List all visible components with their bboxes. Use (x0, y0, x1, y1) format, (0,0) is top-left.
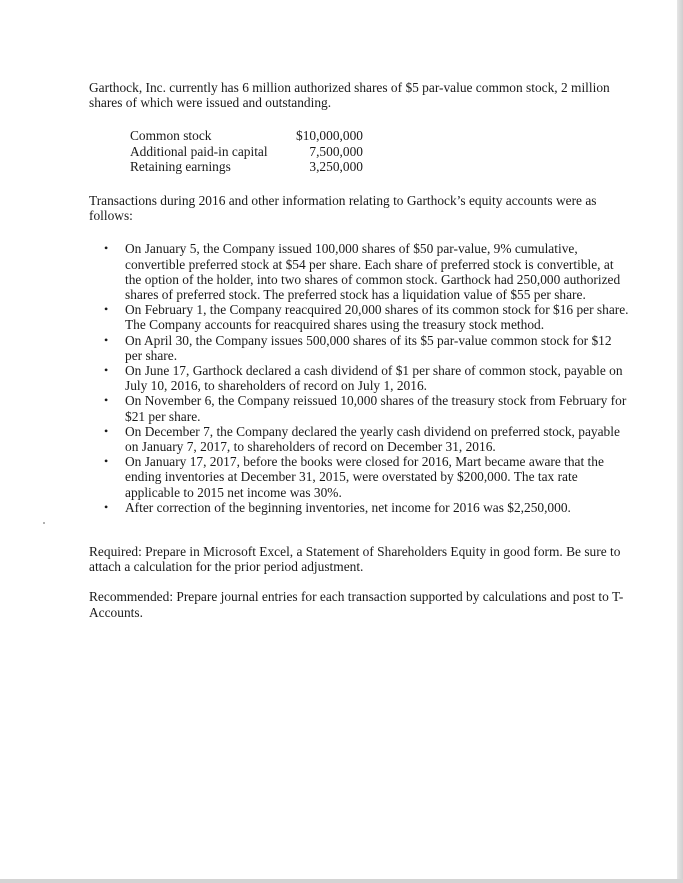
page-edge-right (677, 0, 683, 883)
list-item (89, 393, 629, 423)
transaction-text: On June 17, Garthock declared a cash dividend of $1 per share of common stock, payable on July 10, 2016, to shareholders of record on July 1, 2016. (125, 363, 623, 394)
list-item (89, 333, 629, 363)
bullet-icon: • (104, 332, 109, 347)
bullet-icon: • (104, 363, 109, 378)
bullet-icon: • (104, 454, 109, 469)
transaction-text: On February 1, the Company reacquired 20,000 shares of its common stock for $16 per share. The Company accounts for reacquired shares using the treasury stock method. (125, 302, 629, 333)
list-item (89, 302, 629, 332)
transaction-text: On April 30, the Company issues 500,000 shares of its $5 par-value common stock for $12 per share. (125, 332, 612, 363)
list-item (89, 241, 629, 302)
intro-paragraph: Garthock, Inc. currently has 6 million authorized shares of $5 par-value common stock, 2 million shares of which were issued and outstanding. (89, 80, 610, 111)
balance-label: Additional paid-in capital (130, 143, 268, 159)
bullet-icon: • (104, 302, 109, 317)
balance-label: Common stock (130, 128, 212, 144)
transactions-intro: Transactions during 2016 and other information relating to Garthock’s equity accounts were as follows: (89, 193, 597, 224)
equity-balances-table (130, 128, 363, 174)
transaction-text: On December 7, the Company declared the yearly cash dividend on preferred stock, payable on January 7, 2017, to shareholders of record on December 31, 2016. (125, 423, 620, 455)
balance-label: Retaining earnings (130, 158, 231, 174)
transaction-text: On January 17, 2017, before the books were closed for 2016, Mart became aware that the ending inventories at December 31, 2015, were overstated by $200,000. The tax rate applicable to 2015 net income was 30%. (125, 454, 604, 500)
balance-row (130, 144, 363, 159)
bullet-icon: • (104, 393, 109, 408)
balance-amount: $10,000,000 (296, 128, 363, 144)
balance-amount: 7,500,000 (309, 143, 363, 159)
recommended-paragraph: Recommended: Prepare journal entries for each transaction supported by calculations and post to T-Accounts. (89, 589, 624, 620)
transactions-list (89, 241, 629, 515)
balance-row (130, 128, 363, 143)
balance-amount: 3,250,000 (309, 158, 363, 174)
list-item (89, 500, 629, 515)
bullet-icon: • (104, 241, 109, 256)
document-body (89, 80, 629, 620)
required-paragraph: Required: Prepare in Microsoft Excel, a Statement of Shareholders Equity in good form. Be sure to attach a calculation for the prior period adjustment. (89, 544, 621, 575)
balance-row (130, 159, 363, 174)
page-edge-bottom (0, 879, 683, 883)
transaction-text: After correction of the beginning inventories, net income for 2016 was $2,250,000. (125, 499, 571, 515)
list-item (89, 424, 629, 454)
list-item (89, 454, 629, 500)
scan-speck (43, 522, 45, 524)
list-item (89, 363, 629, 393)
transaction-text: On January 5, the Company issued 100,000 shares of $50 par-value, 9% cumulative, convertible preferred stock at $54 per share. Each share of preferred stock is convertible, at the option of the holder, into two shares of common stock. Garthock had 250,000 authorized shares of preferred stock. The preferred stock has a liquidation value of $55 per share. (125, 241, 621, 303)
bullet-icon: • (104, 499, 109, 514)
bullet-icon: • (104, 423, 109, 438)
transaction-text: On November 6, the Company reissued 10,000 shares of the treasury stock from February for $21 per share. (125, 393, 627, 424)
